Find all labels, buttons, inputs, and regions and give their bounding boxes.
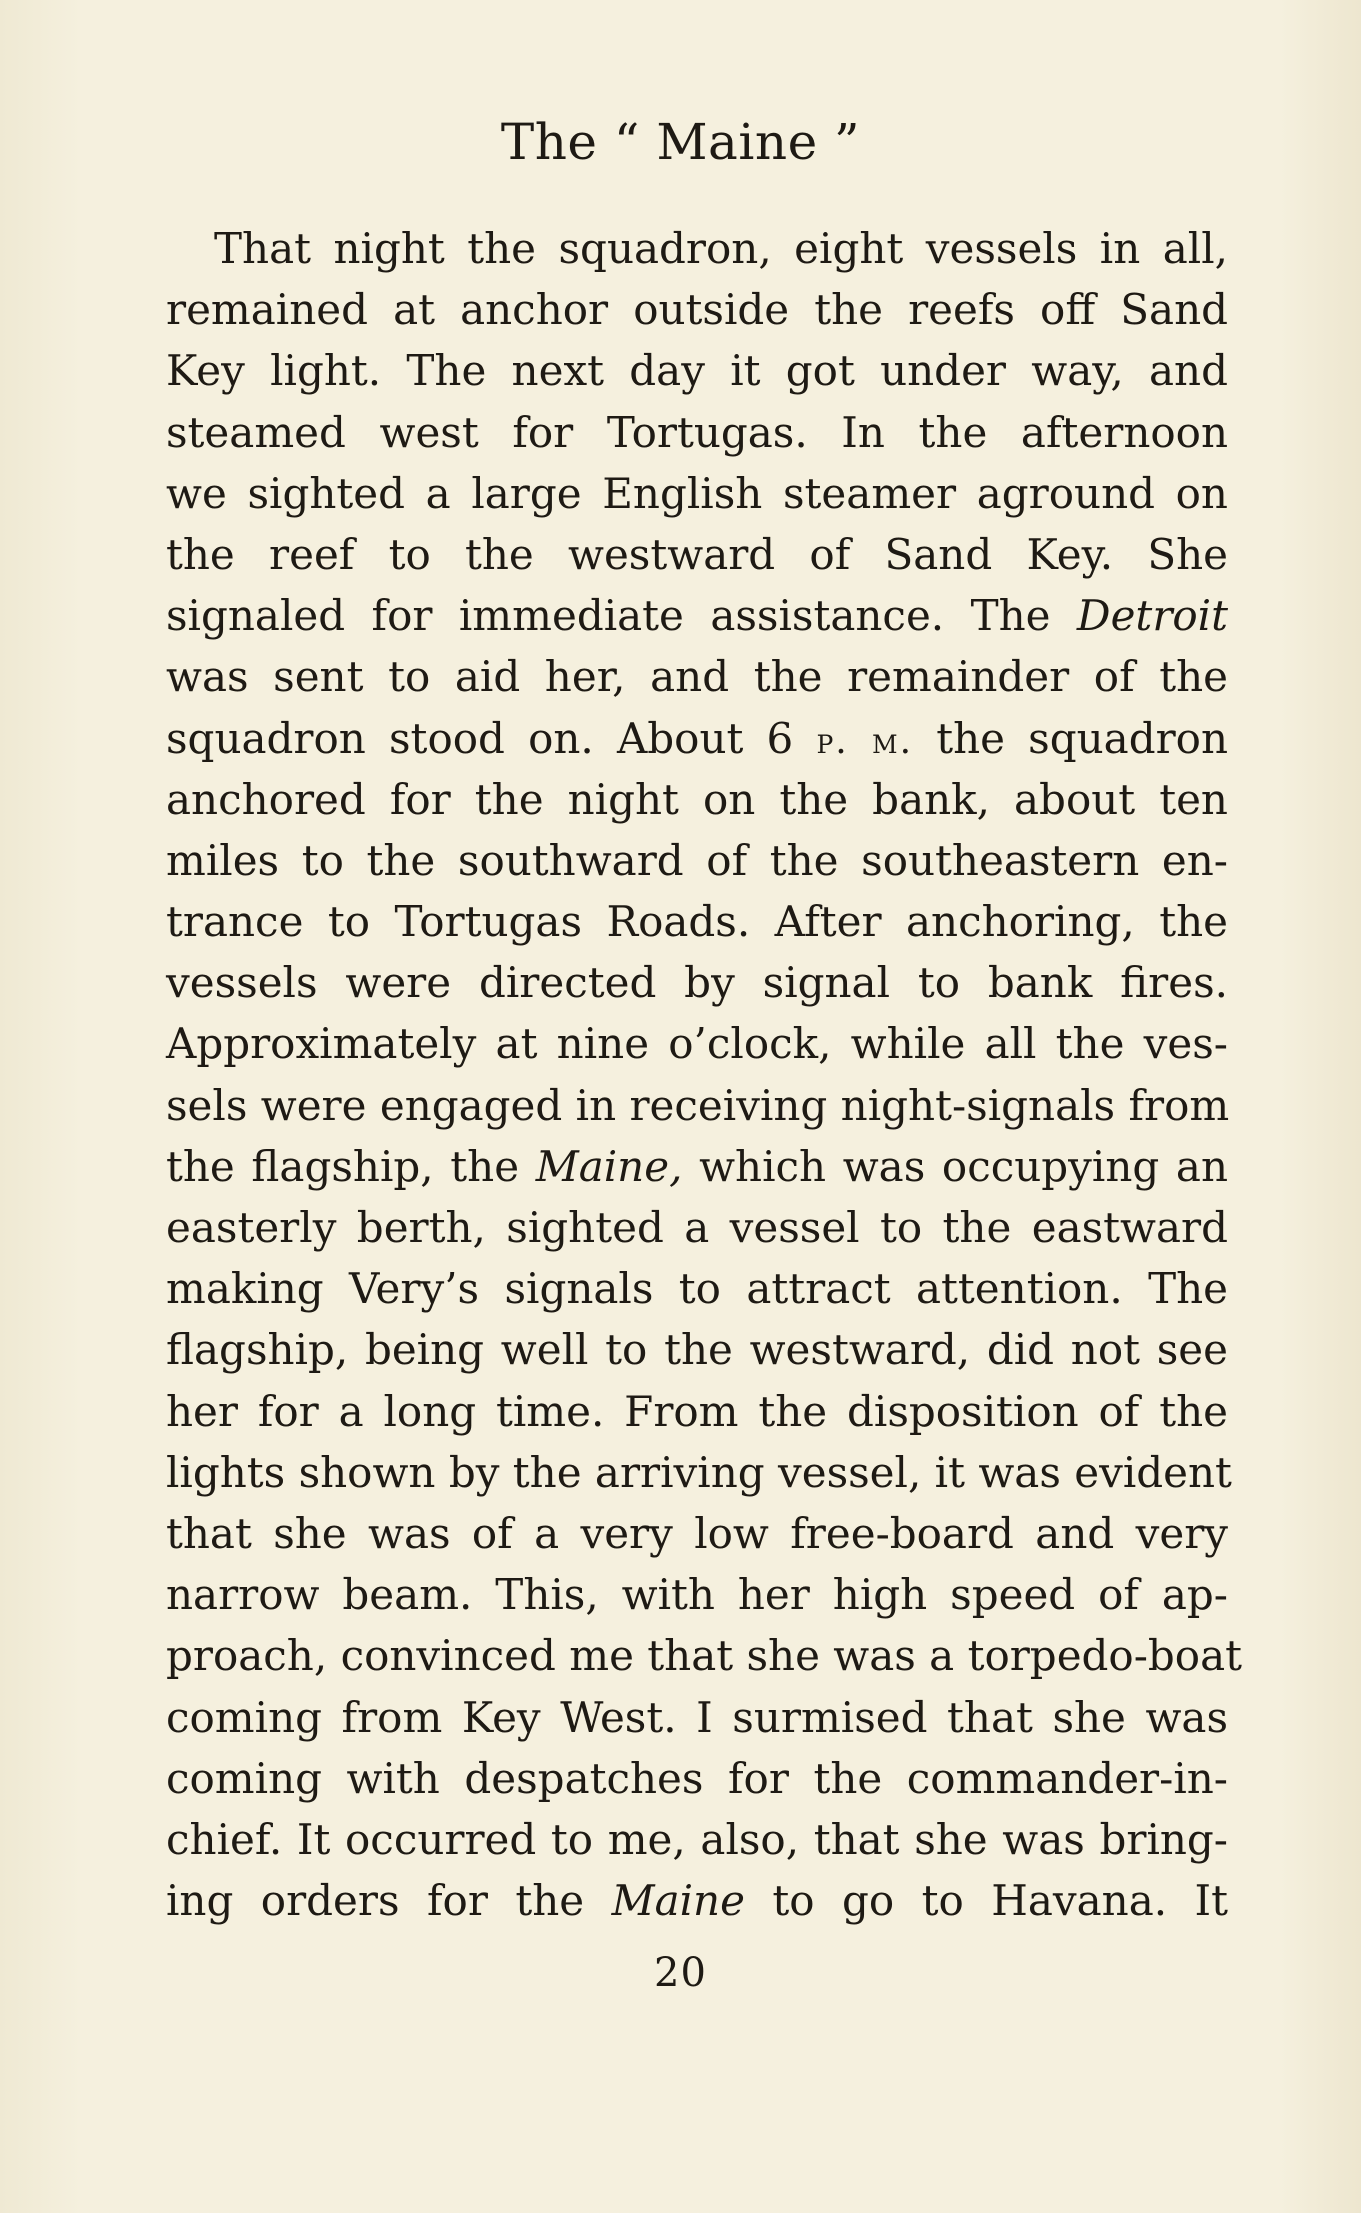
text-run: ing orders for the xyxy=(166,1876,612,1926)
text-line xyxy=(166,1442,1232,1503)
text-run: that she was of a very low free-board and very xyxy=(166,1508,1228,1558)
text-run: remained at anchor outside the reefs off Sand xyxy=(166,285,1228,335)
small-caps-text: p. m. xyxy=(816,720,914,762)
text-run: we sighted a large English steamer aground on xyxy=(166,468,1228,518)
text-line xyxy=(166,952,1228,1013)
text-run: sels were engaged in receiving night-signals from xyxy=(166,1080,1230,1130)
text-run: coming with despatches for the commander-in- xyxy=(166,1753,1228,1803)
text-line xyxy=(166,708,1228,769)
text-line xyxy=(166,830,1228,891)
text-run: coming from Key West. I surmised that she was xyxy=(166,1692,1228,1742)
text-run: squadron stood on. About 6 xyxy=(166,713,817,763)
text-run: vessels were directed by signal to bank fires. xyxy=(166,958,1228,1008)
text-line xyxy=(166,463,1228,524)
text-line xyxy=(166,1870,1228,1931)
text-run: making Very’s signals to attract attention. The xyxy=(166,1264,1228,1314)
text-line xyxy=(166,1748,1228,1809)
text-run: That night the squadron, eight vessels in all, xyxy=(214,224,1228,273)
text-run: steamed west for Tortugas. In the afternoon xyxy=(166,407,1228,457)
text-line xyxy=(166,1687,1228,1748)
text-line xyxy=(166,1564,1228,1625)
text-line xyxy=(166,1381,1228,1442)
text-run: Key light. The next day it got under way, and xyxy=(166,346,1228,396)
text-run: miles to the southward of the southeastern en- xyxy=(166,835,1228,885)
text-run: narrow beam. This, with her high speed of ap- xyxy=(166,1570,1228,1620)
italic-ship-name: Detroit xyxy=(1076,591,1228,641)
text-run: easterly berth, sighted a vessel to the eastward xyxy=(166,1203,1228,1252)
running-head: The “ Maine ” xyxy=(500,113,861,171)
text-line xyxy=(166,340,1228,401)
text-run: signaled for immediate assistance. The xyxy=(166,591,1077,641)
text-line xyxy=(166,279,1228,340)
text-line xyxy=(166,891,1228,952)
text-run: lights shown by the arriving vessel, it was evident xyxy=(166,1447,1232,1497)
text-run: proach, convinced me that she was a torpedo-boat xyxy=(166,1631,1243,1681)
text-run: Approximately at nine o’clock, while all the ves- xyxy=(166,1019,1228,1069)
text-line xyxy=(166,1197,1228,1258)
text-line xyxy=(166,1258,1228,1319)
text-run: which was occupying an xyxy=(682,1141,1228,1191)
page-number: 20 xyxy=(654,1950,707,1996)
text-line xyxy=(166,646,1228,707)
text-line xyxy=(166,1136,1228,1197)
text-run: trance to Tortugas Roads. After anchoring, the xyxy=(166,897,1228,947)
text-run: the reef to the westward of Sand Key. She xyxy=(166,529,1228,579)
text-run: her for a long time. From the disposition of the xyxy=(166,1386,1228,1436)
text-line xyxy=(166,769,1228,830)
text-line xyxy=(166,1809,1228,1870)
text-line xyxy=(166,1075,1228,1136)
text-line xyxy=(166,1625,1243,1686)
text-line xyxy=(166,1013,1228,1074)
text-line xyxy=(166,1503,1228,1564)
text-run: the flagship, the xyxy=(166,1141,536,1191)
body-text xyxy=(166,218,1243,1931)
text-run: the squadron xyxy=(913,713,1228,763)
text-run: to go to Havana. It xyxy=(744,1876,1228,1926)
text-run: was sent to aid her, and the remainder of the xyxy=(166,652,1228,702)
text-run: anchored for the night on the bank, about ten xyxy=(166,774,1228,824)
text-line xyxy=(166,585,1228,646)
text-run: chief. It occurred to me, also, that she was bring- xyxy=(166,1814,1228,1864)
text-line xyxy=(166,402,1228,463)
italic-ship-name: Maine xyxy=(611,1876,745,1926)
italic-ship-name: Maine, xyxy=(535,1141,683,1191)
text-line xyxy=(166,1319,1228,1380)
text-line xyxy=(166,218,1228,279)
text-run: flagship, being well to the westward, did not see xyxy=(166,1325,1228,1375)
text-line xyxy=(166,524,1228,585)
